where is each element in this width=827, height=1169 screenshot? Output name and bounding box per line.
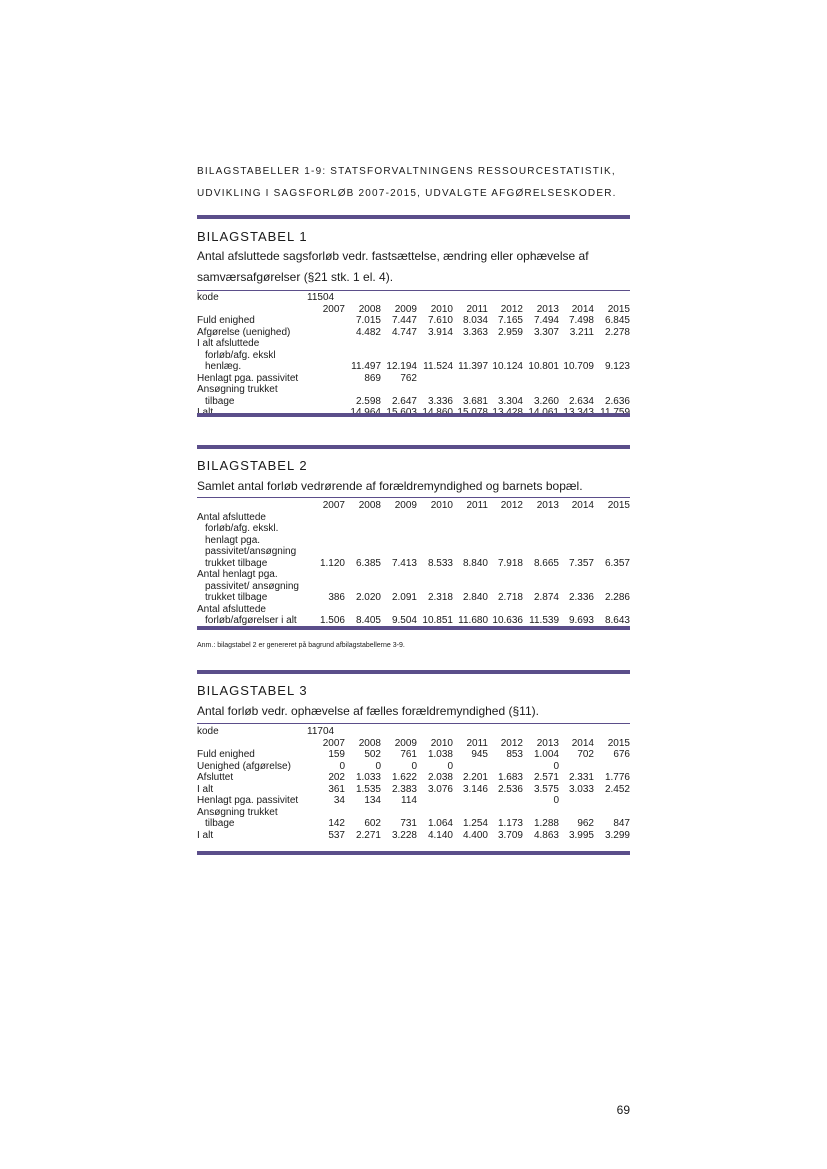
year-header	[381, 726, 417, 749]
section-divider	[197, 670, 630, 674]
cell-value: 3.307	[533, 326, 559, 338]
cell-value: 11.497	[351, 361, 381, 372]
year-header	[345, 292, 381, 315]
code-value: 11704	[307, 726, 335, 737]
cell-value: 11.397	[458, 361, 488, 372]
year-header	[453, 726, 488, 749]
year-label: 2015	[607, 303, 630, 315]
cell-value: 34	[333, 795, 345, 806]
cell-value: 9.693	[568, 615, 594, 626]
year-header	[594, 500, 630, 512]
year-header	[345, 500, 381, 512]
cell-value	[453, 373, 488, 385]
year-label: 2015	[607, 737, 630, 749]
table-row	[197, 327, 630, 339]
cell-value: 945	[471, 749, 488, 760]
year-label: 2010	[430, 737, 453, 749]
cell-value: 3.336	[427, 395, 453, 407]
table-row	[197, 373, 630, 385]
cell-value: 0	[339, 760, 345, 772]
cell-value: 4.863	[533, 829, 559, 841]
table2-note: Anm.: bilagstabel 2 er genereret på bagrund afbilagstabellerne 3-9.	[197, 642, 405, 649]
year-label: 2011	[466, 303, 488, 315]
section-divider	[197, 445, 630, 449]
cell-value: 869	[364, 372, 381, 384]
cell-value: 2.874	[533, 592, 559, 603]
cell-value	[488, 795, 523, 807]
year-label: 2007	[322, 303, 345, 315]
table2	[197, 500, 630, 627]
year-header	[559, 292, 594, 315]
cell-value: 6.385	[355, 557, 381, 569]
cell-value: 4.140	[427, 829, 453, 841]
cell-value: 0	[447, 760, 453, 772]
cell-value: 2.038	[427, 772, 453, 783]
cell-value: 537	[328, 829, 345, 841]
year-header	[488, 500, 523, 512]
year-label: 2014	[571, 303, 594, 315]
year-label: 2011	[466, 737, 488, 749]
cell-value: 2.536	[497, 783, 523, 795]
row-label: Ansøgning trukket tilbage	[197, 806, 278, 829]
table-row	[197, 772, 630, 784]
year-header	[559, 500, 594, 512]
cell-value: 762	[400, 372, 417, 384]
row-label: I alt	[197, 829, 214, 841]
cell-value	[488, 373, 523, 385]
cell-value: 853	[506, 749, 523, 760]
year-label: 2008	[358, 303, 381, 315]
cell-value: 3.995	[568, 829, 594, 841]
year-header	[453, 292, 488, 315]
cell-value: 9.123	[604, 361, 630, 372]
cell-value: 847	[613, 818, 630, 829]
cell-value: 2.718	[497, 592, 523, 603]
table-row	[197, 784, 630, 796]
cell-value: 0	[375, 760, 381, 772]
row-label: I alt afsluttede forløb/afg. ekskl henlæg.	[197, 338, 276, 372]
cell-value	[594, 761, 630, 773]
year-header	[417, 500, 453, 512]
year-label: 2013	[536, 737, 559, 749]
cell-value: 7.165	[497, 315, 523, 326]
cell-value: 502	[364, 749, 381, 760]
code-value: 11504	[307, 292, 335, 303]
cell-value	[559, 373, 594, 385]
cell-value: 3.304	[497, 395, 523, 407]
year-label: 2010	[430, 303, 453, 315]
cell-value: 2.383	[391, 783, 417, 795]
row-label: Henlagt pga. passivitet	[197, 372, 299, 384]
cell-value: 361	[328, 783, 345, 795]
cell-value: 2.959	[497, 326, 523, 338]
cell-value	[559, 795, 594, 807]
cell-value: 4.400	[462, 829, 488, 841]
cell-value: 3.914	[427, 326, 453, 338]
cell-value: 2.318	[427, 592, 453, 603]
table-row	[197, 512, 630, 570]
year-label: 2008	[358, 500, 381, 511]
year-header	[523, 292, 559, 315]
year-header	[381, 500, 417, 512]
cell-value: 159	[328, 749, 345, 760]
year-header	[345, 726, 381, 749]
table-row	[197, 807, 630, 830]
cell-value: 8.533	[427, 557, 453, 569]
cell-value: 7.494	[533, 315, 559, 326]
year-label: 2011	[466, 500, 488, 511]
cell-value: 114	[401, 795, 417, 806]
year-label: 2009	[394, 500, 417, 511]
table3-title: BILAGSTABEL 3	[197, 683, 308, 698]
cell-value: 10.709	[563, 361, 594, 372]
table1	[197, 292, 630, 419]
cell-value: 2.020	[355, 592, 381, 603]
cell-value: 1.038	[427, 749, 453, 760]
cell-value: 8.405	[355, 615, 381, 626]
cell-value: 2.331	[568, 772, 594, 783]
section-divider	[197, 215, 630, 219]
cell-value: 2.452	[604, 783, 630, 795]
cell-value: 3.575	[533, 783, 559, 795]
year-header	[307, 726, 345, 749]
cell-value: 6.357	[604, 557, 630, 569]
cell-value	[594, 373, 630, 385]
year-label: 2015	[607, 500, 630, 511]
cell-value: 702	[577, 749, 594, 760]
table1-bottom-rule	[197, 413, 630, 417]
main-title	[197, 161, 630, 205]
table-row	[197, 604, 630, 627]
cell-value: 1.004	[533, 749, 559, 760]
cell-value: 6.845	[604, 315, 630, 326]
table-row	[197, 315, 630, 327]
year-header	[453, 500, 488, 512]
row-label: Henlagt pga. passivitet	[197, 795, 299, 806]
cell-value: 2.571	[533, 772, 559, 783]
cell-value: 1.506	[319, 615, 345, 626]
cell-value: 7.610	[427, 315, 453, 326]
cell-value: 12.194	[386, 361, 417, 372]
cell-value: 0	[411, 760, 417, 772]
header-row	[197, 292, 630, 315]
cell-value	[559, 761, 594, 773]
year-label: 2013	[536, 303, 559, 315]
table3	[197, 726, 630, 841]
cell-value: 134	[364, 795, 381, 806]
year-label: 2014	[571, 500, 594, 511]
cell-value: 8.034	[462, 315, 488, 326]
table2-title: BILAGSTABEL 2	[197, 458, 308, 473]
table-row	[197, 338, 630, 373]
year-header	[488, 726, 523, 749]
cell-value: 8.840	[462, 557, 488, 569]
cell-value: 602	[364, 818, 381, 829]
cell-value: 10.801	[528, 361, 559, 372]
cell-value: 11.524	[423, 361, 453, 372]
cell-value: 3.211	[569, 326, 594, 338]
cell-value: 3.299	[604, 829, 630, 841]
cell-value: 3.709	[497, 829, 523, 841]
year-header	[307, 500, 345, 512]
year-header	[488, 292, 523, 315]
cell-value	[417, 373, 453, 385]
year-label: 2014	[571, 737, 594, 749]
cell-value: 1.288	[533, 818, 559, 829]
cell-value: 3.228	[391, 829, 417, 841]
cell-value	[307, 338, 345, 373]
cell-value: 2.634	[568, 395, 594, 407]
table2-subtitle: Samlet antal forløb vedrørende af forældremyndighed og barnets bopæl.	[197, 479, 583, 493]
year-label: 2010	[430, 500, 453, 511]
cell-value: 3.146	[462, 783, 488, 795]
cell-value: 3.076	[427, 783, 453, 795]
year-header	[381, 292, 417, 315]
cell-value: 3.363	[462, 326, 488, 338]
cell-value: 3.681	[462, 395, 488, 407]
cell-value: 0	[553, 760, 559, 772]
table-row	[197, 761, 630, 773]
cell-value: 1.535	[355, 783, 381, 795]
cell-value: 1.173	[497, 818, 523, 829]
cell-value: 1.120	[319, 557, 345, 569]
table-row	[197, 569, 630, 604]
year-label: 2009	[394, 737, 417, 749]
cell-value: 1.254	[462, 818, 488, 829]
table1-top-rule	[197, 290, 630, 291]
year-header	[523, 726, 559, 749]
cell-value	[523, 373, 559, 385]
cell-value: 7.447	[391, 315, 417, 326]
cell-value: 11.680	[458, 615, 488, 626]
page-number: 69	[616, 1103, 630, 1117]
row-label: Ansøgning trukket tilbage	[197, 384, 278, 407]
table3-top-rule	[197, 723, 630, 724]
year-label: 2013	[536, 500, 559, 511]
cell-value: 4.482	[355, 326, 381, 338]
cell-value: 0	[553, 795, 559, 806]
table1-title: BILAGSTABEL 1	[197, 229, 308, 244]
table-row	[197, 384, 630, 407]
table2-bottom-rule	[197, 626, 630, 630]
row-label: Afsluttet	[197, 772, 234, 783]
row-label: Antal henlagt pga. passivitet/ ansøgning trukket tilbage	[197, 569, 299, 603]
year-label: 2007	[322, 737, 345, 749]
header-row	[197, 726, 630, 749]
year-label: 2012	[500, 500, 523, 511]
cell-value: 142	[328, 818, 345, 829]
main-title-line2: UDVIKLING I SAGSFORLØB 2007-2015, UDVALGTE AFGØRELSESKODER.	[197, 188, 617, 199]
cell-value: 2.840	[462, 592, 488, 603]
cell-value: 2.598	[355, 395, 381, 407]
table3-bottom-rule	[197, 851, 630, 855]
year-header	[523, 500, 559, 512]
cell-value: 2.201	[462, 772, 488, 783]
table-row	[197, 795, 630, 807]
cell-value: 1.033	[355, 772, 381, 783]
year-header	[559, 726, 594, 749]
cell-value: 1.064	[427, 818, 453, 829]
table3-subtitle: Antal forløb vedr. ophævelse af fælles forældremyndighed (§11).	[197, 704, 539, 718]
cell-value: 1.776	[604, 772, 630, 783]
row-label: Fuld enighed	[197, 315, 255, 326]
table-row	[197, 830, 630, 842]
cell-value: 8.643	[604, 615, 630, 626]
cell-value: 7.357	[568, 557, 594, 569]
table1-subtitle: Antal afsluttede sagsforløb vedr. fastsættelse, ændring eller ophævelse af samværsafgørelser (§21 stk. 1 el. 4).	[197, 249, 589, 284]
cell-value: 2.647	[391, 395, 417, 407]
page	[197, 0, 630, 1169]
cell-value: 676	[613, 749, 630, 760]
row-label: Antal afsluttede forløb/afgørelser i alt	[197, 603, 297, 626]
cell-value: 10.636	[492, 615, 523, 626]
cell-value: 9.504	[391, 615, 417, 626]
cell-value	[307, 327, 345, 339]
table2-top-rule	[197, 497, 630, 498]
cell-value: 202	[328, 772, 345, 783]
row-label: Antal afsluttede forløb/afg. ekskl. henlagt pga. passivitet/ansøgning trukket tilbage	[197, 511, 297, 569]
year-label: 2007	[322, 500, 345, 511]
cell-value: 386	[328, 592, 345, 603]
cell-value: 10.851	[422, 615, 453, 626]
year-label: 2012	[500, 737, 523, 749]
cell-value: 10.124	[492, 361, 523, 372]
table-row	[197, 749, 630, 761]
cell-value: 3.033	[568, 783, 594, 795]
code-label: kode	[197, 726, 219, 737]
row-label: I alt	[197, 783, 214, 795]
cell-value	[307, 384, 345, 407]
header-row	[197, 500, 630, 512]
year-label: 2008	[358, 737, 381, 749]
year-label: 2009	[394, 303, 417, 315]
cell-value: 2.278	[604, 326, 630, 338]
cell-value: 2.336	[568, 592, 594, 603]
main-title-line1: BILAGSTABELLER 1-9: STATSFORVALTNINGENS RESSOURCESTATISTIK,	[197, 166, 616, 177]
cell-value: 1.683	[497, 772, 523, 783]
row-label: Fuld enighed	[197, 749, 255, 760]
cell-value: 761	[400, 749, 417, 760]
cell-value	[307, 315, 345, 327]
cell-value: 731	[400, 818, 417, 829]
cell-value: 7.413	[391, 557, 417, 569]
cell-value: 962	[577, 818, 594, 829]
year-header	[307, 292, 345, 315]
cell-value	[307, 373, 345, 385]
cell-value	[594, 795, 630, 807]
cell-value: 1.622	[391, 772, 417, 783]
cell-value: 7.498	[568, 315, 594, 326]
cell-value: 2.091	[391, 592, 417, 603]
cell-value: 3.260	[533, 395, 559, 407]
code-label: kode	[197, 292, 219, 303]
year-header	[594, 292, 630, 315]
cell-value: 7.918	[497, 557, 523, 569]
cell-value: 2.286	[604, 592, 630, 603]
year-header	[417, 726, 453, 749]
cell-value: 8.665	[533, 557, 559, 569]
row-label: Uenighed (afgørelse)	[197, 760, 291, 772]
year-header	[417, 292, 453, 315]
cell-value	[453, 761, 488, 773]
cell-value	[417, 795, 453, 807]
year-header	[594, 726, 630, 749]
row-label: Afgørelse (uenighed)	[197, 326, 291, 338]
cell-value	[453, 795, 488, 807]
cell-value: 7.015	[355, 315, 381, 326]
code-label	[197, 500, 307, 512]
cell-value: 2.636	[604, 395, 630, 407]
cell-value: 2.271	[355, 829, 381, 841]
cell-value	[488, 761, 523, 773]
cell-value: 4.747	[391, 326, 417, 338]
cell-value: 11.539	[529, 615, 559, 626]
year-label: 2012	[500, 303, 523, 315]
